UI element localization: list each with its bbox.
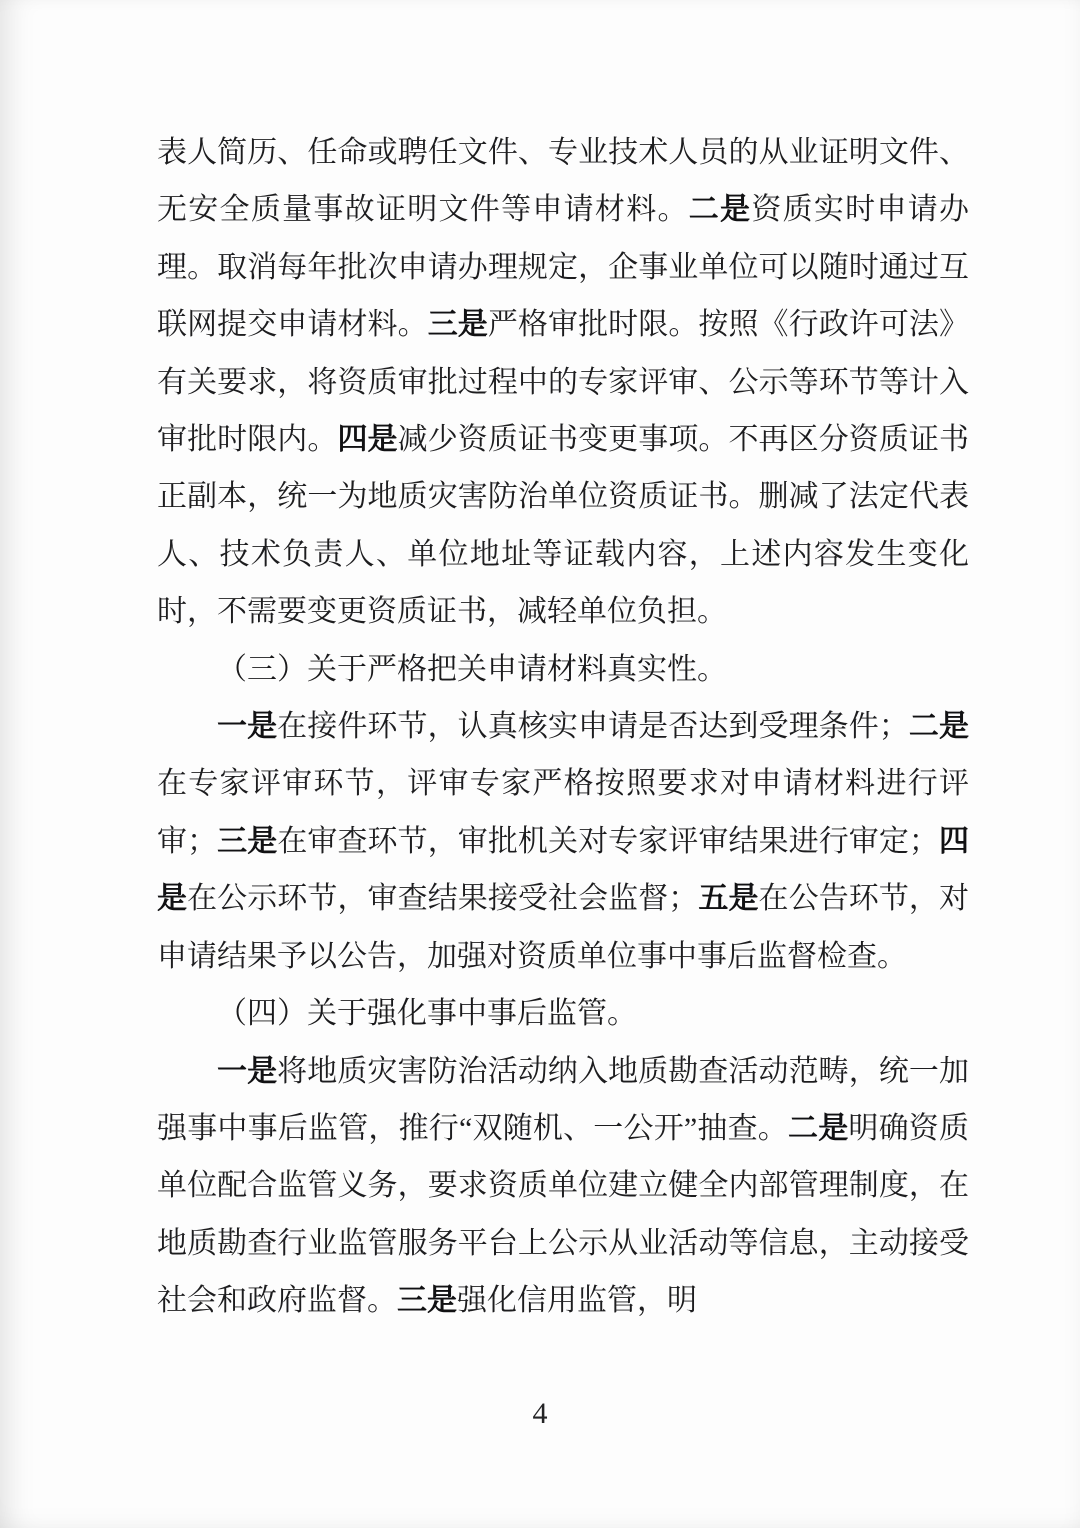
emphasis-marker: 二是 xyxy=(788,1111,849,1145)
emphasis-marker: 三是 xyxy=(217,824,278,858)
emphasis-marker: 五是 xyxy=(698,882,759,916)
text-run: 减少资质证书变更事项。不再区分资质证书正副本，统一为地质灾害防治单位资质证书。删减了法定代表人、技术负责人、单位地址等证载内容，上述内容发生变化时，不需要变更资质证书，减轻单位负担。 xyxy=(157,423,970,629)
text-run: 资质实时申请办理。取消每年批次申请办理规定，企事业单位可以随时通过互联网提交申请材料。 xyxy=(157,193,970,342)
text-run: 表人简历、任命或聘任文件、专业技术人员的从业证明文件、无安全质量事故证明文件等申请材料。 xyxy=(157,136,969,227)
text-run: 在公告环节，对申请结果予以公告，加强对资质单位事中事后监督检查。 xyxy=(157,882,970,973)
body-paragraph xyxy=(157,698,969,985)
emphasis-marker: 二是 xyxy=(908,710,970,744)
document-body xyxy=(157,124,969,1330)
emphasis-marker: 四是 xyxy=(157,824,970,916)
text-run: 在审查环节，审批机关对专家评审结果进行审定； xyxy=(277,824,939,858)
section-heading xyxy=(157,985,969,1042)
emphasis-marker: 一是 xyxy=(217,1054,278,1088)
emphasis-marker: 二是 xyxy=(688,193,752,227)
text-run: 强化信用监管，明 xyxy=(457,1284,697,1318)
section-heading xyxy=(157,641,969,698)
body-paragraph xyxy=(157,1043,969,1330)
text-run: 在接件环节，认真核实申请是否达到受理条件； xyxy=(277,710,909,744)
body-paragraph xyxy=(157,124,969,641)
text-run: 在公示环节，审查结果接受社会监督； xyxy=(187,882,699,916)
text-run: （四）关于强化事中事后监管。 xyxy=(217,997,637,1031)
page-number: 4 xyxy=(532,1397,548,1430)
text-run: 严格审批时限。按照《行政许可法》有关要求，将资质审批过程中的专家评审、公示等环节等计入审批时限内。 xyxy=(157,308,970,457)
text-run: 将地质灾害防治活动纳入地质勘查活动范畴，统一加强事中事后监管，推行“双随机、一公开”抽查。 xyxy=(157,1054,970,1145)
emphasis-marker: 四是 xyxy=(337,423,398,457)
text-run: 在专家评审环节，评审专家严格按照要求对申请材料进行评审； xyxy=(157,767,969,858)
emphasis-marker: 三是 xyxy=(427,308,488,342)
emphasis-marker: 一是 xyxy=(217,710,278,744)
text-run: 明确资质单位配合监管义务，要求资质单位建立健全内部管理制度，在地质勘查行业监管服务平台上公示从业活动等信息，主动接受社会和政府监督。 xyxy=(157,1111,970,1318)
text-run: （三）关于严格把关申请材料真实性。 xyxy=(217,652,727,686)
emphasis-marker: 三是 xyxy=(397,1284,457,1318)
